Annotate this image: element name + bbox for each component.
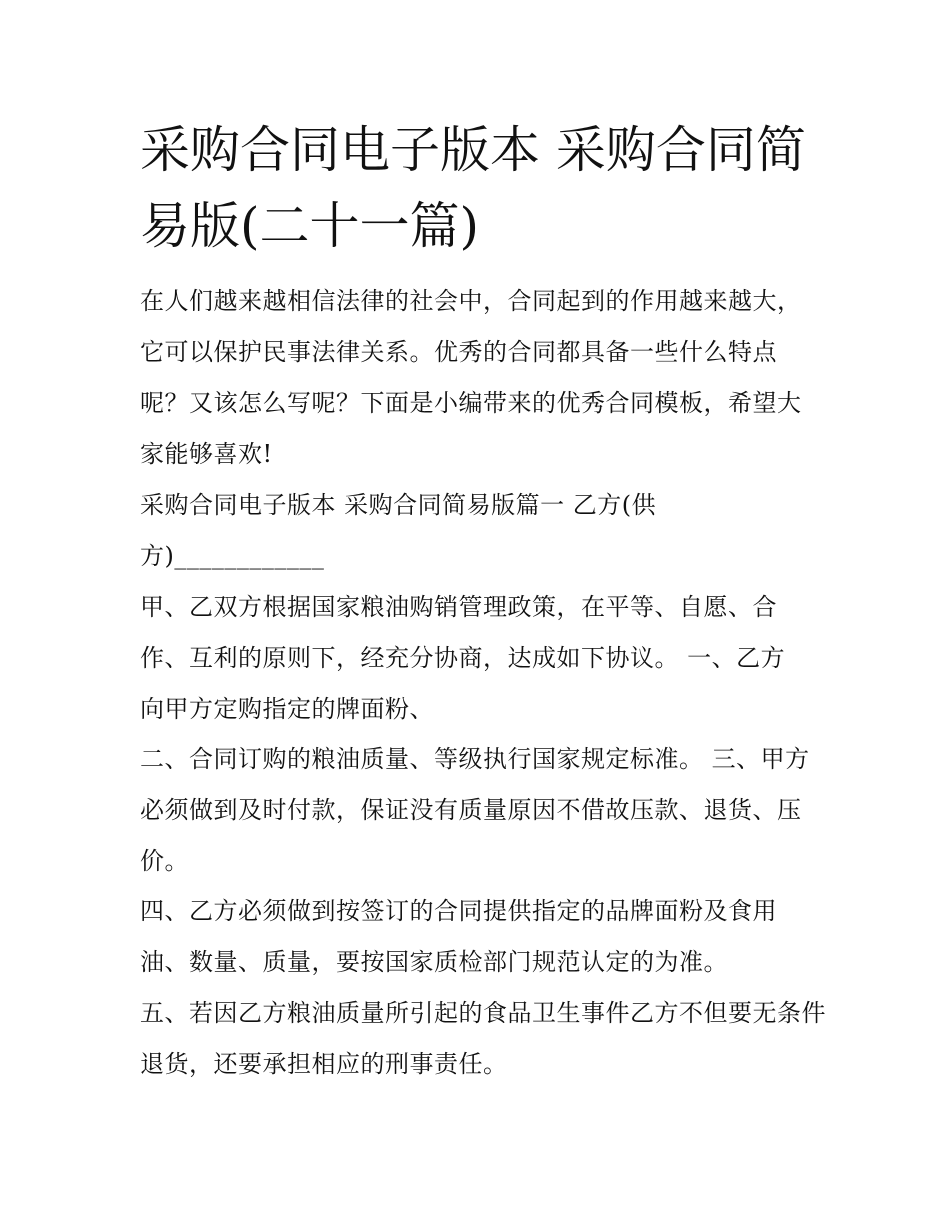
- contract-heading-paragraph: 采购合同电子版本 采购合同简易版篇一 乙方(供方)____________: [140, 491, 657, 570]
- document-title: 采购合同电子版本 采购合同简易版(二十一篇): [140, 121, 806, 255]
- clause-four-paragraph: 四、乙方必须做到按签订的合同提供指定的品牌面粉及食用油、数量、质量，要按国家质检部门规范认定的为准。: [140, 897, 777, 976]
- clause-five-paragraph: 五、若因乙方粮油质量所引起的食品卫生事件乙方不但要无条件退货，还要承担相应的刑事责任。: [140, 999, 826, 1078]
- clause-one-paragraph: 甲、乙双方根据国家粮油购销管理政策，在平等、自愿、合作、互利的原则下，经充分协商，达成如下协议。 一、乙方向甲方定购指定的牌面粉、: [140, 593, 786, 723]
- clause-two-three-paragraph: 二、合同订购的粮油质量、等级执行国家规定标准。 三、甲方必须做到及时付款，保证没有质量原因不借故压款、退货、压价。: [140, 745, 810, 875]
- intro-paragraph: 在人们越来越相信法律的社会中，合同起到的作用越来越大，它可以保护民事法律关系。优秀的合同都具备一些什么特点呢？又该怎么写呢？下面是小编带来的优秀合同模板，希望大家能够喜欢!: [140, 287, 802, 468]
